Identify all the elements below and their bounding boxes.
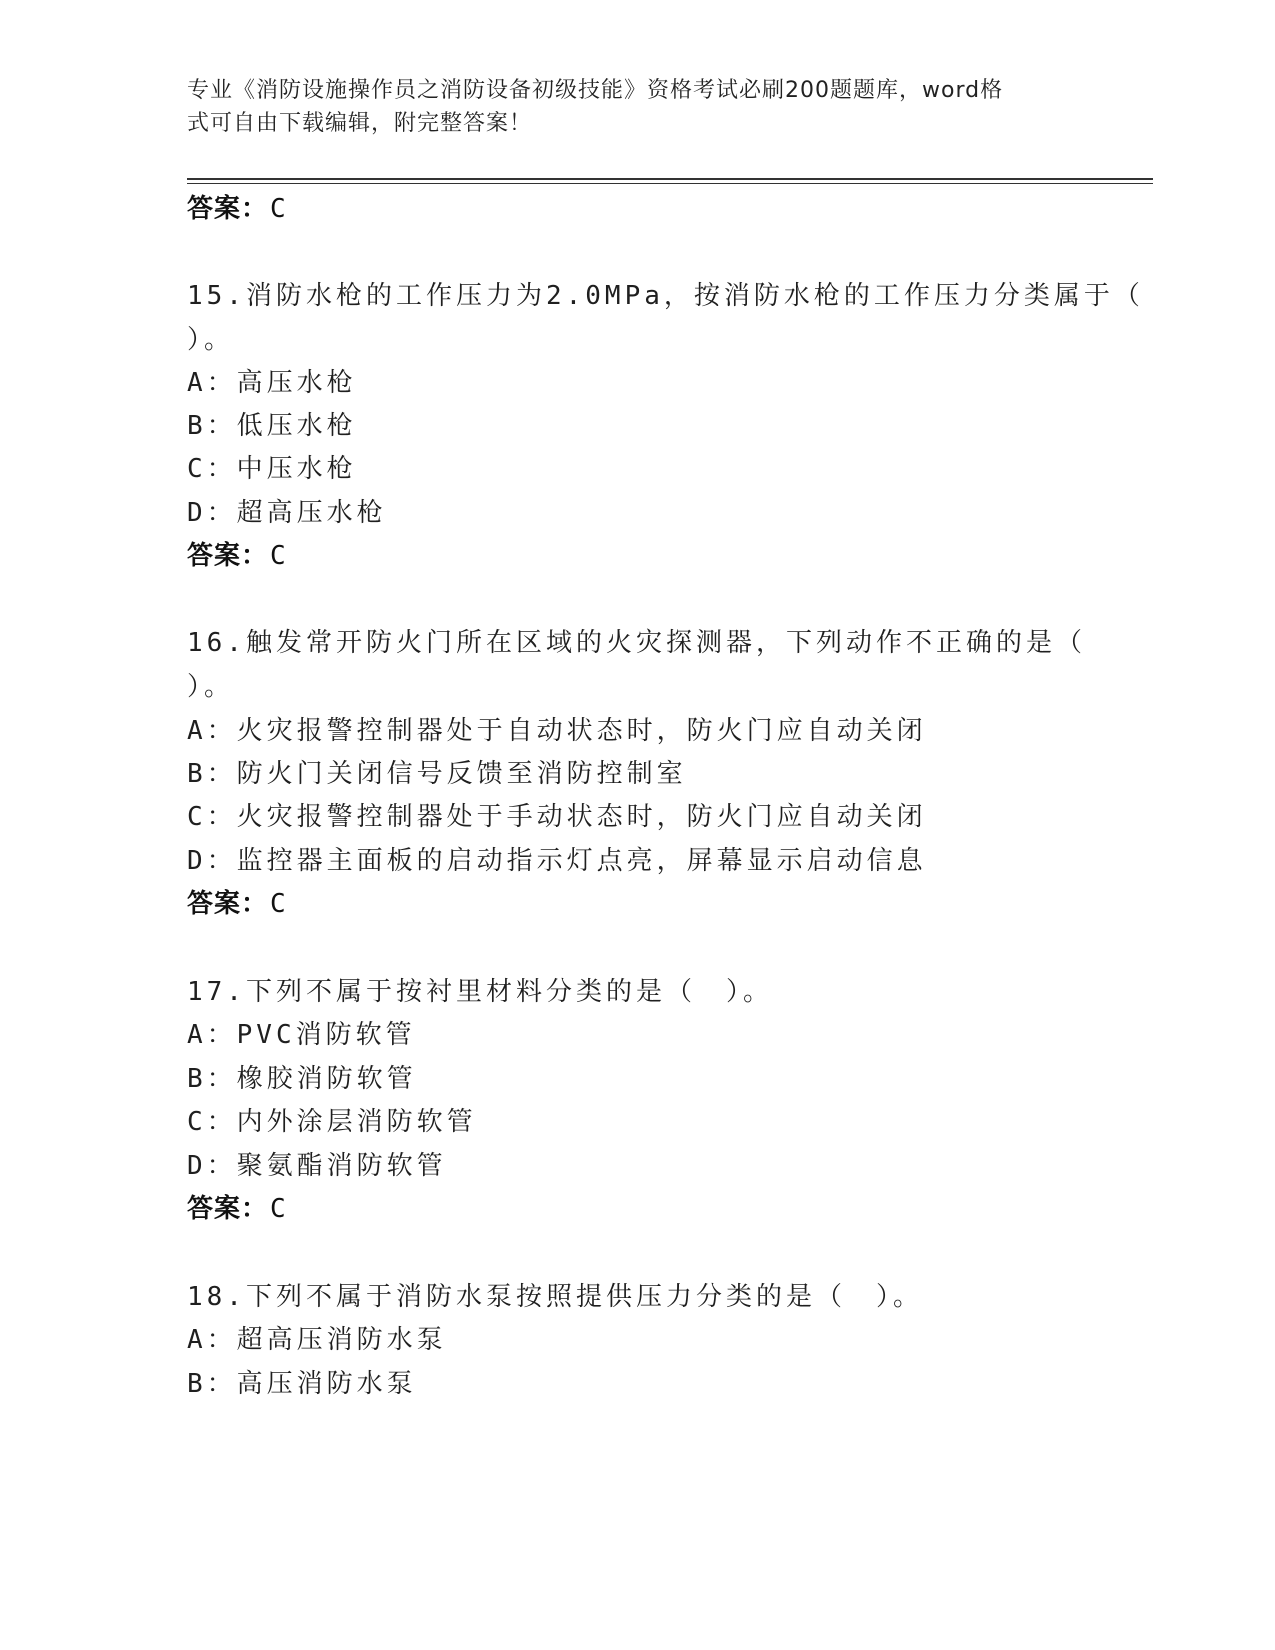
question-15-text: 15.消防水枪的工作压力为2.0MPa，按消防水枪的工作压力分类属于（ xyxy=(187,281,1144,311)
question-17-text: 17.下列不属于按衬里材料分类的是（ ）。 xyxy=(187,977,773,1007)
question-15-answer xyxy=(187,539,287,573)
question-17-option-d: D：聚氨酯消防软管 xyxy=(187,1151,447,1181)
question-16-answer xyxy=(187,887,287,921)
answer-value: C xyxy=(270,194,287,224)
question-17-option-b: B：橡胶消防软管 xyxy=(187,1064,417,1094)
header-divider-bottom xyxy=(187,183,1153,184)
question-16-text-cont: ）。 xyxy=(187,672,235,702)
question-16-option-b: B：防火门关闭信号反馈至消防控制室 xyxy=(187,759,687,789)
header-line-2: 式可自由下载编辑，附完整答案！ xyxy=(187,111,533,136)
question-17-option-c: C：内外涂层消防软管 xyxy=(187,1107,477,1137)
question-18-option-b: B：高压消防水泵 xyxy=(187,1369,417,1399)
answer-label: 答案： xyxy=(187,194,269,224)
question-15-option-a: A：高压水枪 xyxy=(187,368,357,398)
answer-label: 答案： xyxy=(187,541,269,571)
answer-label: 答案： xyxy=(187,1194,269,1224)
question-15-option-b: B：低压水枪 xyxy=(187,411,357,441)
question-17-option-a: A：PVC消防软管 xyxy=(187,1020,416,1050)
question-16-option-c: C：火灾报警控制器处于手动状态时，防火门应自动关闭 xyxy=(187,802,927,832)
question-16-text: 16.触发常开防火门所在区域的火灾探测器，下列动作不正确的是（ xyxy=(187,628,1086,658)
header-divider-top xyxy=(187,178,1153,180)
question-15-text-cont: ）。 xyxy=(187,325,235,355)
question-18-text: 18.下列不属于消防水泵按照提供压力分类的是（ ）。 xyxy=(187,1282,923,1312)
answer-value: C xyxy=(270,889,287,919)
document-header xyxy=(187,74,1087,140)
answer-line xyxy=(187,192,287,226)
question-16-option-d: D：监控器主面板的启动指示灯点亮，屏幕显示启动信息 xyxy=(187,846,927,876)
question-15-option-d: D：超高压水枪 xyxy=(187,498,387,528)
question-15-option-c: C：中压水枪 xyxy=(187,454,357,484)
header-line-1: 专业《消防设施操作员之消防设备初级技能》资格考试必刷200题题库，word格 xyxy=(187,78,1004,103)
question-16-option-a: A：火灾报警控制器处于自动状态时，防火门应自动关闭 xyxy=(187,716,927,746)
answer-value: C xyxy=(270,541,287,571)
question-17-answer xyxy=(187,1192,287,1226)
question-18-option-a: A：超高压消防水泵 xyxy=(187,1325,447,1355)
answer-label: 答案： xyxy=(187,889,269,919)
answer-value: C xyxy=(270,1194,287,1224)
